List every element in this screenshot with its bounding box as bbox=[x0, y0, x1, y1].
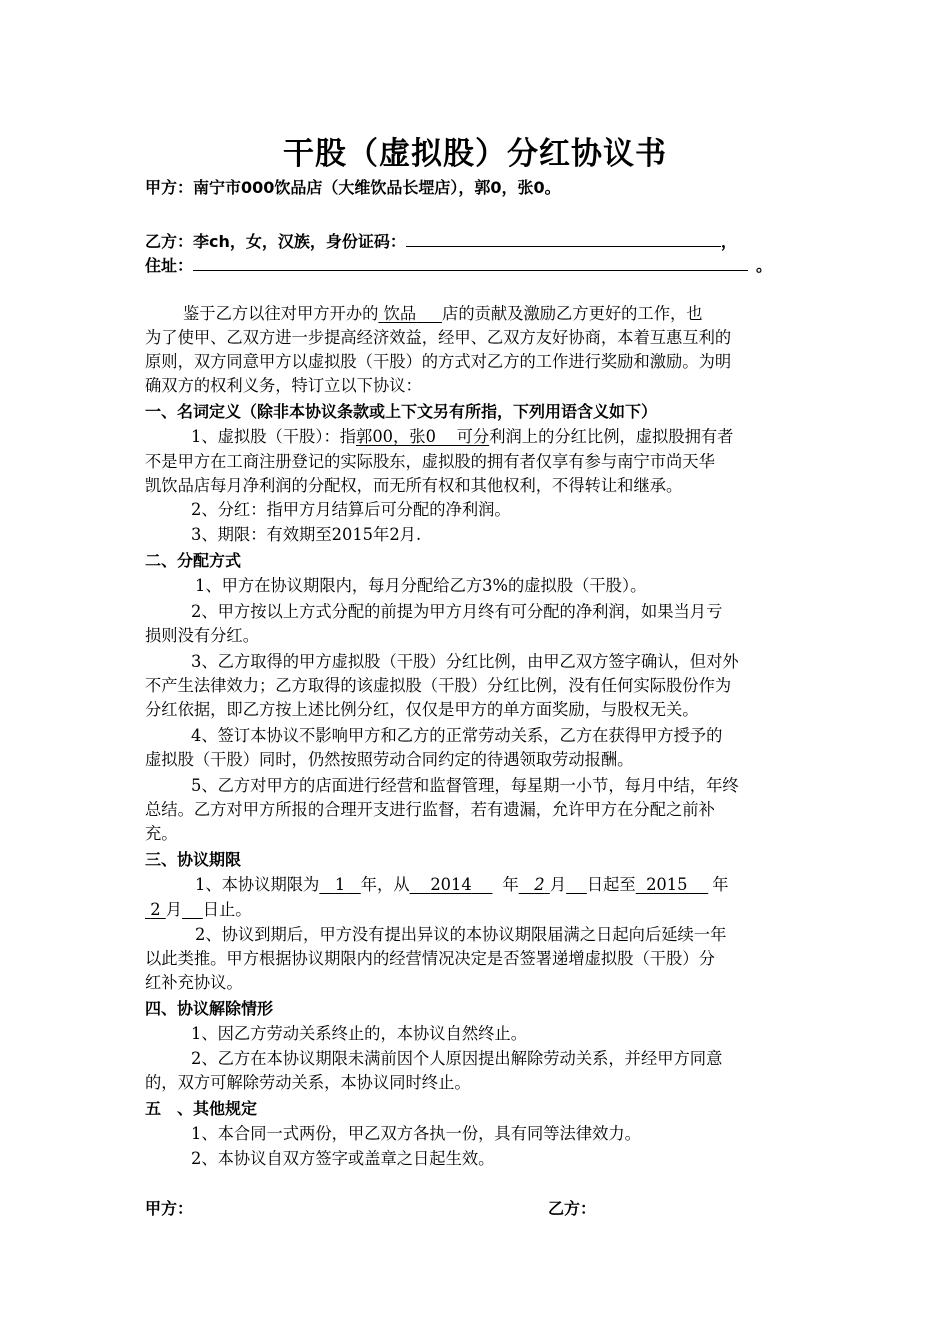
end-month-value: 2 bbox=[150, 900, 161, 919]
term-text: 年 bbox=[502, 875, 519, 894]
term-text: 日起至 bbox=[586, 875, 636, 894]
address-label: 住址： bbox=[145, 256, 194, 275]
signature-party-a: 甲方： bbox=[145, 1199, 194, 1218]
s3-p2-line-3: 红补充协议。 bbox=[145, 973, 243, 992]
s1-p1-line-3: 凯饮品店每月净利润的分配权，而无所有权和其他权利，不得转让和继承。 bbox=[145, 476, 683, 495]
s2-p3-line-3: 分红依据，即乙方按上述比例分红，仅仅是甲方的单方面奖励，与股权无关。 bbox=[145, 700, 699, 719]
party-a-line: 甲方：南宁市000饮品店（大维饮品长堽店），郭0，张0。 bbox=[145, 178, 561, 197]
id-number-blank bbox=[406, 229, 721, 247]
end-year-value: 2015 bbox=[646, 875, 688, 894]
section-5-heading bbox=[145, 1097, 810, 1121]
end-year-field bbox=[636, 875, 709, 894]
document-title: 干股（虚拟股）分红协议书 bbox=[283, 136, 667, 172]
s2-p3-line-1: 3、乙方取得的甲方虚拟股（干股）分红比例，由甲乙双方签字确认，但对外 bbox=[191, 652, 739, 671]
term-text: 年，从 bbox=[360, 875, 410, 894]
section-2-heading: 二、分配方式 bbox=[145, 551, 242, 570]
party-b-line bbox=[145, 229, 810, 254]
s3-p2-line-2: 以此类推。甲方根据协议期限内的经营情况决定是否签署递增虚拟股（干股）分 bbox=[145, 949, 715, 968]
end-month-field bbox=[145, 900, 166, 919]
party-b-suffix: ， bbox=[720, 232, 737, 251]
s5-p1: 1、本合同一式两份，甲乙双方各执一份，具有同等法律效力。 bbox=[191, 1124, 641, 1143]
intro-text: 鉴于乙方以往对甲方开办的 bbox=[183, 304, 379, 323]
section-5-number: 五 bbox=[145, 1099, 162, 1118]
term-text: 年 bbox=[712, 875, 729, 894]
term-text: 月 bbox=[165, 900, 183, 919]
term-text: 月 bbox=[549, 875, 567, 894]
s4-p2-line-2: 的，双方可解除劳动关系，本协议同时终止。 bbox=[145, 1073, 471, 1092]
term-years-value: 1 bbox=[334, 875, 346, 894]
s1-p1-line-2: 不是甲方在工商注册登记的实际股东，虚拟股的拥有者仅享有参与南宁市尚天华 bbox=[145, 452, 715, 471]
s2-p5-line-3: 充。 bbox=[145, 824, 178, 843]
intro-line-3: 原则，双方同意甲方以虚拟股（干股）的方式对乙方的工作进行奖励和激励。为明 bbox=[145, 352, 732, 371]
intro-shop-type bbox=[378, 304, 442, 323]
section-1-heading: 一、名词定义（除非本协议条款或上下文另有所指，下列用语含义如下） bbox=[145, 402, 658, 421]
section-4-heading: 四、协议解除情形 bbox=[145, 999, 274, 1018]
term-text: 1、本协议期限为 bbox=[195, 875, 320, 894]
intro-line-4: 确双方的权利义务，特订立以下协议： bbox=[145, 376, 422, 395]
shareholders-underlined: 郭00，张0 可分 bbox=[356, 427, 490, 446]
s4-p2-line-1: 2、乙方在本协议期限未满前因个人原因提出解除劳动关系，并经甲方同意 bbox=[191, 1049, 723, 1068]
s5-p2: 2、本协议自双方签字或盖章之日起生效。 bbox=[191, 1149, 495, 1168]
section-3-heading: 三、协议期限 bbox=[145, 850, 242, 869]
s3-p2-line-1: 2、协议到期后，甲方没有提出异议的本协议期限届满之日起向后延续一年 bbox=[195, 925, 727, 944]
intro-text: 店的贡献及激励乙方更好的工作，也 bbox=[442, 304, 703, 323]
start-year-value: 2014 bbox=[430, 875, 472, 894]
s2-p2-line-2: 损则没有分红。 bbox=[145, 626, 259, 645]
s2-p4-line-1: 4、签订本协议不影响甲方和乙方的正常劳动关系，乙方在获得甲方授予的 bbox=[191, 726, 723, 745]
address-suffix: 。 bbox=[756, 256, 773, 275]
start-day-field bbox=[566, 875, 587, 894]
s3-p1-line-1 bbox=[145, 873, 860, 897]
s1-p3: 3、期限：有效期至2015年2月. bbox=[191, 525, 422, 544]
s2-p5-line-2: 总结。乙方对甲方所报的合理开支进行监督，若有遗漏，允许甲方在分配之前补 bbox=[145, 800, 715, 819]
intro-line-1 bbox=[145, 302, 848, 326]
intro-line-2: 为了使甲、乙双方进一步提高经济效益，经甲、乙双方友好协商，本着互惠互利的 bbox=[145, 328, 732, 347]
s2-p1: 1、甲方在协议期限内，每月分配给乙方3%的虚拟股（干股）。 bbox=[195, 576, 647, 595]
s2-p3-line-2: 不产生法律效力；乙方取得的该虚拟股（干股）分红比例，没有任何实际股份作为 bbox=[145, 676, 732, 695]
s3-p1-line-2 bbox=[145, 898, 810, 922]
address-blank bbox=[193, 253, 748, 271]
address-line bbox=[145, 253, 810, 278]
s1-p1-text: 1、虚拟股（干股）：指 bbox=[191, 427, 357, 446]
party-b-text: 乙方：李ch，女，汉族，身份证码： bbox=[145, 232, 406, 251]
end-day-field bbox=[182, 900, 203, 919]
start-month-value: 2 bbox=[534, 875, 545, 894]
s2-p4-line-2: 虚拟股（干股）同时，仍然按照劳动合同约定的待遇领取劳动报酬。 bbox=[145, 750, 634, 769]
start-month-field bbox=[519, 875, 550, 894]
signature-party-b: 乙方： bbox=[548, 1199, 597, 1218]
shop-type-value: 饮品 bbox=[383, 304, 417, 323]
s1-p2: 2、分红：指甲方月结算后可分配的净利润。 bbox=[191, 500, 511, 519]
s2-p5-line-1: 5、乙方对甲方的店面进行经营和监督管理，每星期一小节，每月中结，年终 bbox=[191, 776, 739, 795]
term-text: 日止。 bbox=[202, 900, 252, 919]
s1-p1-text: 利润上的分红比例，虚拟股拥有者 bbox=[489, 427, 734, 446]
s1-p1-line-1 bbox=[145, 425, 856, 449]
start-year-field bbox=[410, 875, 493, 894]
section-5-title: 、其他规定 bbox=[177, 1099, 258, 1118]
term-years-field bbox=[319, 875, 360, 894]
s4-p1: 1、因乙方劳动关系终止的，本协议自然终止。 bbox=[191, 1024, 527, 1043]
s2-p2-line-1: 2、甲方按以上方式分配的前提为甲方月终有可分配的净利润，如果当月亏 bbox=[191, 602, 723, 621]
